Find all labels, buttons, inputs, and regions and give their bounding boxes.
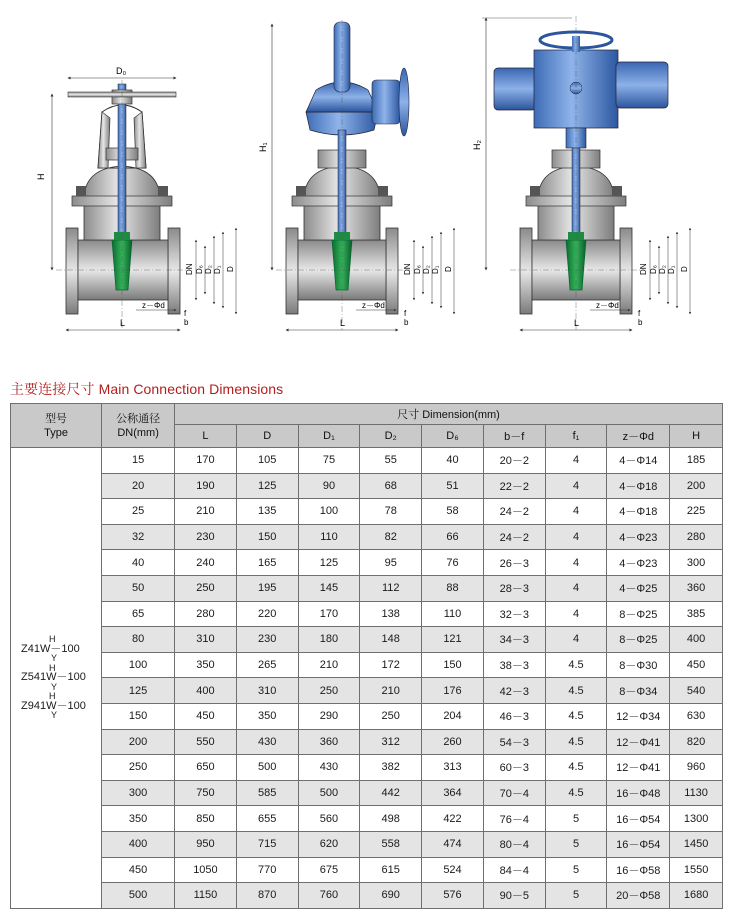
- table-cell: 442: [360, 780, 422, 806]
- table-cell: 105: [236, 448, 298, 474]
- table-cell: 4: [545, 575, 607, 601]
- table-cell: 12－Φ41: [607, 755, 670, 781]
- table-cell: 5: [545, 806, 607, 832]
- table-cell: 422: [422, 806, 484, 832]
- table-cell: 125: [236, 473, 298, 499]
- table-cell: 313: [422, 755, 484, 781]
- dn-dimension-label-3: DN: [639, 263, 648, 275]
- table-cell: 4.5: [545, 652, 607, 678]
- table-cell: 16－Φ54: [607, 806, 670, 832]
- table-cell: 312: [360, 729, 422, 755]
- table-cell: 34－3: [483, 627, 545, 653]
- b-dimension-label-2: b: [404, 318, 409, 327]
- d1-dimension-label-3: D₁: [667, 265, 676, 274]
- table-cell: 540: [670, 678, 723, 704]
- table-cell: 4: [545, 550, 607, 576]
- dn-dimension-label-2: DN: [403, 263, 412, 275]
- table-cell: 204: [422, 703, 484, 729]
- table-cell: 4－Φ23: [607, 524, 670, 550]
- table-cell: 690: [360, 883, 422, 909]
- d2-dimension-label-2: D₂: [422, 265, 431, 274]
- b-dimension-label: b: [184, 318, 189, 327]
- dn-cell: 80: [102, 627, 175, 653]
- table-cell: 82: [360, 524, 422, 550]
- table-row: [11, 473, 723, 499]
- table-cell: 32－3: [483, 601, 545, 627]
- type-header-en: Type: [44, 426, 68, 439]
- table-cell: 112: [360, 575, 422, 601]
- table-cell: 210: [175, 499, 237, 525]
- table-cell: 4.5: [545, 703, 607, 729]
- table-cell: 220: [236, 601, 298, 627]
- dimensions-table: [10, 403, 723, 909]
- table-cell: 24－2: [483, 499, 545, 525]
- table-cell: 364: [422, 780, 484, 806]
- table-cell: 1150: [175, 883, 237, 909]
- d-dimension-label-2: D: [444, 266, 453, 272]
- table-cell: 68: [360, 473, 422, 499]
- table-cell: 8－Φ25: [607, 627, 670, 653]
- table-cell: 150: [236, 524, 298, 550]
- model-sub: Y: [51, 681, 58, 692]
- table-cell: 110: [422, 601, 484, 627]
- table-cell: 4－Φ18: [607, 499, 670, 525]
- table-cell: 4－Φ14: [607, 448, 670, 474]
- table-cell: 176: [422, 678, 484, 704]
- dn-header-cn: 公称通径: [116, 412, 161, 425]
- table-cell: 950: [175, 831, 237, 857]
- table-cell: 650: [175, 755, 237, 781]
- table-row: [11, 883, 723, 909]
- gear-operator-valve-drawing: [258, 20, 454, 330]
- d2-dimension-label-3: D₂: [658, 265, 667, 274]
- table-cell: 4: [545, 524, 607, 550]
- dn-cell: 450: [102, 857, 175, 883]
- dn-cell: 100: [102, 652, 175, 678]
- b-dimension-label-3: b: [638, 318, 643, 327]
- table-cell: 4.5: [545, 755, 607, 781]
- table-cell: 5: [545, 883, 607, 909]
- d6-dimension-label-3: D₆: [649, 264, 658, 274]
- table-cell: 500: [236, 755, 298, 781]
- table-cell: 524: [422, 857, 484, 883]
- dn-cell: 150: [102, 703, 175, 729]
- table-cell: 960: [670, 755, 723, 781]
- h-dimension-label: H: [36, 173, 46, 180]
- model-main: Z541W－100: [21, 671, 86, 684]
- dn-cell: 400: [102, 831, 175, 857]
- table-cell: 260: [422, 729, 484, 755]
- dn-cell: 300: [102, 780, 175, 806]
- table-cell: 450: [175, 703, 237, 729]
- table-cell: 5: [545, 831, 607, 857]
- table-cell: 20－Φ58: [607, 883, 670, 909]
- table-cell: 4－Φ25: [607, 575, 670, 601]
- table-row: [11, 755, 723, 781]
- table-cell: 5: [545, 857, 607, 883]
- table-cell: 770: [236, 857, 298, 883]
- table-row: [11, 729, 723, 755]
- table-cell: 84－4: [483, 857, 545, 883]
- table-cell: 38－3: [483, 652, 545, 678]
- table-cell: 20－2: [483, 448, 545, 474]
- model-name: [21, 635, 101, 664]
- model-main: Z41W－100: [21, 642, 80, 655]
- table-cell: 12－Φ41: [607, 729, 670, 755]
- table-cell: 558: [360, 831, 422, 857]
- model-sup: H: [49, 662, 56, 673]
- table-cell: 76: [422, 550, 484, 576]
- table-cell: 430: [298, 755, 360, 781]
- dimension-group-header: 尺寸 Dimension(mm): [175, 404, 723, 425]
- column-header: H: [670, 425, 723, 448]
- table-cell: 145: [298, 575, 360, 601]
- model-sup: H: [49, 691, 56, 702]
- f-dimension-label: f: [184, 309, 187, 318]
- h1-dimension-label: H₁: [258, 142, 268, 152]
- table-cell: 230: [236, 627, 298, 653]
- table-cell: 560: [298, 806, 360, 832]
- table-cell: 4: [545, 601, 607, 627]
- table-cell: 185: [670, 448, 723, 474]
- table-cell: 385: [670, 601, 723, 627]
- table-cell: 16－Φ54: [607, 831, 670, 857]
- table-cell: 100: [298, 499, 360, 525]
- table-cell: 430: [236, 729, 298, 755]
- table-row: [11, 550, 723, 576]
- table-row: [11, 831, 723, 857]
- table-cell: 200: [670, 473, 723, 499]
- table-cell: 8－Φ30: [607, 652, 670, 678]
- table-cell: 382: [360, 755, 422, 781]
- table-cell: 1300: [670, 806, 723, 832]
- table-row: [11, 780, 723, 806]
- f-dimension-label-2: f: [404, 309, 407, 318]
- d6-dimension-label: D₆: [195, 264, 204, 274]
- table-cell: 190: [175, 473, 237, 499]
- table-cell: 16－Φ48: [607, 780, 670, 806]
- table-cell: 8－Φ25: [607, 601, 670, 627]
- dn-cell: 250: [102, 755, 175, 781]
- valve-drawings: [0, 0, 740, 350]
- table-cell: 576: [422, 883, 484, 909]
- table-cell: 265: [236, 652, 298, 678]
- table-row: [11, 601, 723, 627]
- dn-cell: 32: [102, 524, 175, 550]
- table-cell: 1130: [670, 780, 723, 806]
- table-cell: 46－3: [483, 703, 545, 729]
- column-header: f₁: [545, 425, 607, 448]
- table-cell: 450: [670, 652, 723, 678]
- table-cell: 76－4: [483, 806, 545, 832]
- z-phi-d-label: z－Φd: [142, 301, 165, 310]
- table-cell: 135: [236, 499, 298, 525]
- table-cell: 474: [422, 831, 484, 857]
- table-cell: 1550: [670, 857, 723, 883]
- dn-header-en: DN(mm): [117, 426, 159, 439]
- table-cell: 360: [298, 729, 360, 755]
- column-header: z－Φd: [607, 425, 670, 448]
- table-cell: 870: [236, 883, 298, 909]
- dn-dimension-label: DN: [185, 263, 194, 275]
- table-cell: 148: [360, 627, 422, 653]
- table-cell: 250: [298, 678, 360, 704]
- dn-cell: 125: [102, 678, 175, 704]
- table-cell: 4－Φ23: [607, 550, 670, 576]
- column-header: D₁: [298, 425, 360, 448]
- table-cell: 95: [360, 550, 422, 576]
- table-cell: 78: [360, 499, 422, 525]
- table-cell: 1680: [670, 883, 723, 909]
- table-cell: 210: [298, 652, 360, 678]
- table-row: [11, 627, 723, 653]
- column-header: b－f: [483, 425, 545, 448]
- table-cell: 172: [360, 652, 422, 678]
- model-main: Z941W－100: [21, 699, 86, 712]
- table-cell: 8－Φ34: [607, 678, 670, 704]
- table-row: [11, 678, 723, 704]
- column-header: L: [175, 425, 237, 448]
- table-cell: 620: [298, 831, 360, 857]
- table-cell: 250: [175, 575, 237, 601]
- l-dimension-label: L: [120, 318, 126, 328]
- table-cell: 70－4: [483, 780, 545, 806]
- table-cell: 138: [360, 601, 422, 627]
- column-header: D: [236, 425, 298, 448]
- table-cell: 55: [360, 448, 422, 474]
- table-cell: 24－2: [483, 524, 545, 550]
- handwheel-valve-drawing: [36, 66, 236, 330]
- table-cell: 60－3: [483, 755, 545, 781]
- table-cell: 16－Φ58: [607, 857, 670, 883]
- table-row: [11, 703, 723, 729]
- d0-dimension-label: D₀: [116, 66, 127, 76]
- table-cell: 51: [422, 473, 484, 499]
- table-cell: 4: [545, 627, 607, 653]
- table-cell: 225: [670, 499, 723, 525]
- table-cell: 498: [360, 806, 422, 832]
- table-cell: 550: [175, 729, 237, 755]
- table-cell: 400: [175, 678, 237, 704]
- dn-cell: 350: [102, 806, 175, 832]
- table-cell: 75: [298, 448, 360, 474]
- table-cell: 4.5: [545, 729, 607, 755]
- table-cell: 54－3: [483, 729, 545, 755]
- table-header: [11, 404, 723, 448]
- table-cell: 195: [236, 575, 298, 601]
- table-cell: 240: [175, 550, 237, 576]
- table-cell: 250: [360, 703, 422, 729]
- table-cell: 22－2: [483, 473, 545, 499]
- table-cell: 4.5: [545, 678, 607, 704]
- dn-cell: 500: [102, 883, 175, 909]
- section-title: 主要连接尺寸 Main Connection Dimensions: [10, 381, 284, 397]
- table-cell: 585: [236, 780, 298, 806]
- table-cell: 180: [298, 627, 360, 653]
- table-cell: 400: [670, 627, 723, 653]
- table-cell: 121: [422, 627, 484, 653]
- table-cell: 26－3: [483, 550, 545, 576]
- d1-dimension-label-2: D₁: [431, 265, 440, 274]
- table-row: [11, 652, 723, 678]
- f-dimension-label-3: f: [638, 309, 641, 318]
- table-cell: 165: [236, 550, 298, 576]
- table-cell: 28－3: [483, 575, 545, 601]
- table-row: [11, 575, 723, 601]
- table-cell: 280: [175, 601, 237, 627]
- table-cell: 290: [298, 703, 360, 729]
- table-cell: 90－5: [483, 883, 545, 909]
- model-sub: Y: [51, 710, 58, 721]
- table-cell: 750: [175, 780, 237, 806]
- dn-cell: 20: [102, 473, 175, 499]
- table-cell: 110: [298, 524, 360, 550]
- l-dimension-label-3: L: [574, 318, 580, 328]
- table-cell: 760: [298, 883, 360, 909]
- table-cell: 500: [298, 780, 360, 806]
- type-header-cn: 型号: [45, 412, 68, 425]
- table-cell: 88: [422, 575, 484, 601]
- model-name: [21, 664, 101, 693]
- d6-dimension-label-2: D₆: [413, 264, 422, 274]
- electric-actuator-valve-drawing: [472, 16, 690, 330]
- table-cell: 850: [175, 806, 237, 832]
- dn-column-header: [102, 404, 175, 448]
- table-row: [11, 448, 723, 474]
- table-row: [11, 499, 723, 525]
- table-row: [11, 857, 723, 883]
- table-row: [11, 806, 723, 832]
- table-cell: 655: [236, 806, 298, 832]
- table-cell: 42－3: [483, 678, 545, 704]
- column-header: D₂: [360, 425, 422, 448]
- d-dimension-label: D: [226, 266, 235, 272]
- d1-dimension-label: D₁: [213, 265, 222, 274]
- table-cell: 615: [360, 857, 422, 883]
- table-cell: 12－Φ34: [607, 703, 670, 729]
- valve-drawings-svg: [0, 0, 740, 350]
- z-phi-d-label-3: z－Φd: [596, 301, 619, 310]
- table-cell: 350: [236, 703, 298, 729]
- table-cell: 170: [298, 601, 360, 627]
- model-name: [21, 692, 101, 721]
- type-column-header: [11, 404, 102, 448]
- table-cell: 4: [545, 448, 607, 474]
- table-cell: 300: [670, 550, 723, 576]
- table-cell: 4: [545, 473, 607, 499]
- table-cell: 1450: [670, 831, 723, 857]
- table-cell: 1050: [175, 857, 237, 883]
- table-cell: 310: [175, 627, 237, 653]
- table-cell: 630: [670, 703, 723, 729]
- table-cell: 80－4: [483, 831, 545, 857]
- table-cell: 90: [298, 473, 360, 499]
- table-cell: 310: [236, 678, 298, 704]
- table-cell: 58: [422, 499, 484, 525]
- table-cell: 4－Φ18: [607, 473, 670, 499]
- table-row: [11, 524, 723, 550]
- table-cell: 820: [670, 729, 723, 755]
- table-body: [11, 448, 723, 909]
- table-cell: 170: [175, 448, 237, 474]
- model-cell: [11, 448, 102, 909]
- table-cell: 280: [670, 524, 723, 550]
- table-cell: 230: [175, 524, 237, 550]
- model-sup: H: [49, 634, 56, 645]
- dn-cell: 25: [102, 499, 175, 525]
- table-cell: 40: [422, 448, 484, 474]
- d-dimension-label-3: D: [680, 266, 689, 272]
- table-cell: 125: [298, 550, 360, 576]
- dn-cell: 15: [102, 448, 175, 474]
- dn-cell: 40: [102, 550, 175, 576]
- model-sub: Y: [51, 653, 58, 664]
- table-cell: 675: [298, 857, 360, 883]
- table-cell: 150: [422, 652, 484, 678]
- table-cell: 210: [360, 678, 422, 704]
- l-dimension-label-2: L: [340, 318, 346, 328]
- dn-cell: 65: [102, 601, 175, 627]
- table-cell: 4: [545, 499, 607, 525]
- table-cell: 4.5: [545, 780, 607, 806]
- dn-cell: 200: [102, 729, 175, 755]
- dn-cell: 50: [102, 575, 175, 601]
- z-phi-d-label-2: z－Φd: [362, 301, 385, 310]
- table-cell: 360: [670, 575, 723, 601]
- table-cell: 66: [422, 524, 484, 550]
- h2-dimension-label: H₂: [472, 140, 482, 150]
- column-header: D₆: [422, 425, 484, 448]
- d2-dimension-label: D₂: [204, 265, 213, 274]
- table-cell: 350: [175, 652, 237, 678]
- table-cell: 715: [236, 831, 298, 857]
